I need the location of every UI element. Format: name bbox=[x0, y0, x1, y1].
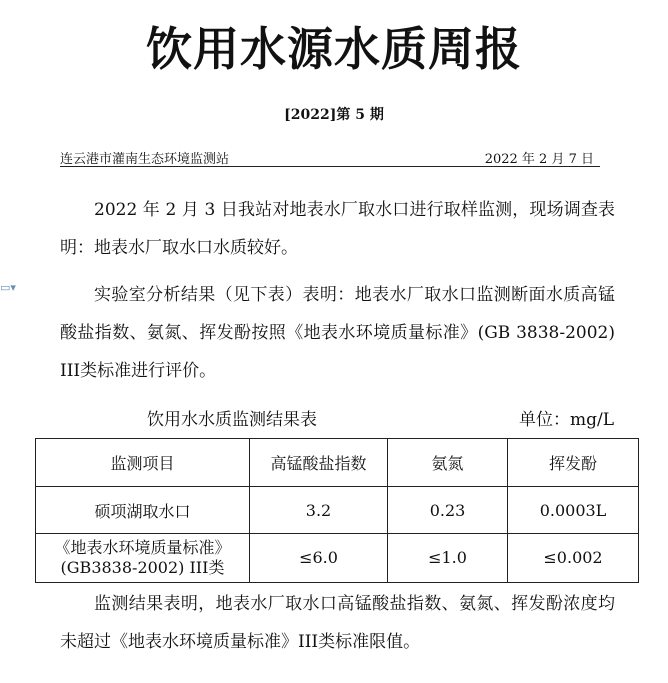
paragraph-sampling: 2022 年 2 月 3 日我站对地表水厂取水口进行取样监测，现场调查表明：地表水厂取水口水质较好。 bbox=[60, 200, 615, 258]
table-cell: ≤0.002 bbox=[508, 534, 639, 583]
table-caption: 饮用水水质监测结果表 bbox=[147, 410, 317, 430]
table-cell: 硕项湖取水口 bbox=[36, 487, 250, 534]
table-unit: 单位：mg/L bbox=[518, 410, 614, 430]
table-cell: ≤6.0 bbox=[250, 534, 388, 583]
table-cell: ≤1.0 bbox=[388, 534, 508, 583]
table-row bbox=[36, 487, 639, 534]
report-title: 饮用水源水质周报 bbox=[146, 22, 522, 76]
header-cell: 挥发酚 bbox=[508, 439, 639, 487]
standard-label-line2: (GB3838-2002) III类 bbox=[60, 558, 225, 577]
comment-icon[interactable]: ▭▾ bbox=[0, 281, 16, 294]
table-header-row bbox=[36, 439, 639, 487]
header-cell: 氨氮 bbox=[388, 439, 508, 487]
organization-name: 连云港市灌南生态环境监测站 bbox=[60, 152, 230, 167]
table-cell: 3.2 bbox=[250, 487, 388, 534]
table-cell: 0.0003L bbox=[508, 487, 639, 534]
issue-number: [2022]第 5 期 bbox=[284, 107, 384, 123]
results-table bbox=[35, 438, 639, 583]
header-cell: 高锰酸盐指数 bbox=[250, 439, 388, 487]
header-cell: 监测项目 bbox=[36, 439, 250, 487]
table-cell-standard bbox=[36, 534, 250, 583]
table-cell: 0.23 bbox=[388, 487, 508, 534]
paragraph-analysis: 实验室分析结果（见下表）表明：地表水厂取水口监测断面水质高锰酸盐指数、氨氮、挥发酚按照《地表水环境质量标准》(GB 3838-2002) III类标准进行评价。 bbox=[60, 285, 615, 381]
report-date: 2022 年 2 月 7 日 bbox=[484, 152, 594, 167]
table-row bbox=[36, 534, 639, 583]
standard-label-line1: 《地表水环境质量标准》 bbox=[54, 538, 231, 557]
paragraph-conclusion: 监测结果表明，地表水厂取水口高锰酸盐指数、氨氮、挥发酚浓度均未超过《地表水环境质量标准》III类标准限值。 bbox=[60, 594, 615, 652]
report-header-line bbox=[60, 146, 600, 167]
